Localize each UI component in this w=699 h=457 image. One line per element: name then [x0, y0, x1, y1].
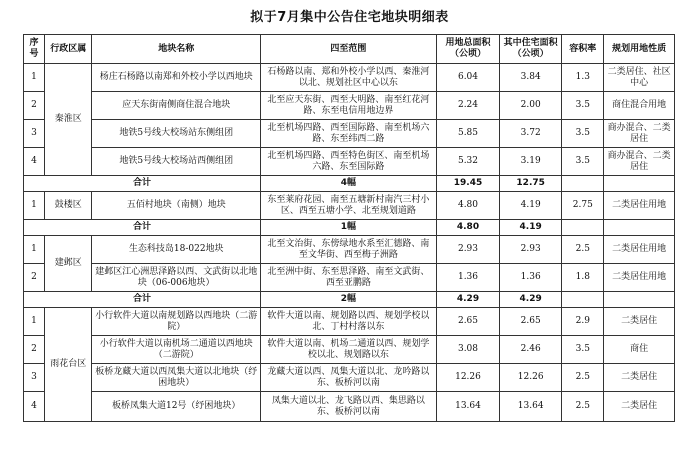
cell-no: 1	[24, 192, 45, 220]
cell-name: 五佰村地块（南侧）地块	[92, 192, 261, 220]
subtotal-count: 1幅	[260, 220, 436, 236]
table-row	[24, 148, 675, 176]
cell-far: 1.8	[562, 264, 604, 292]
cell-land-use: 商办混合、二类居住	[604, 120, 675, 148]
cell-residential-area: 12.26	[500, 364, 562, 392]
subtotal-total-area: 4.29	[436, 292, 499, 308]
cell-scope: 凤集大道以北、龙飞路以西、集思路以东、板桥河以南	[260, 392, 436, 422]
cell-no: 4	[24, 148, 45, 176]
cell-total-area: 5.85	[436, 120, 499, 148]
subtotal-empty	[604, 176, 675, 192]
subtotal-residential-area: 4.19	[500, 220, 562, 236]
header-total-area: 用地总面积（公顷）	[436, 35, 499, 64]
cell-total-area: 5.32	[436, 148, 499, 176]
cell-far: 2.75	[562, 192, 604, 220]
cell-far: 3.5	[562, 92, 604, 120]
cell-name: 生态科技岛18-022地块	[92, 236, 261, 264]
cell-residential-area: 3.84	[500, 64, 562, 92]
header-name: 地块名称	[92, 35, 261, 64]
subtotal-row	[24, 176, 675, 192]
subtotal-empty	[562, 220, 604, 236]
cell-residential-area: 3.72	[500, 120, 562, 148]
cell-name: 地铁5号线大校场站东侧组团	[92, 120, 261, 148]
header-residential-area: 其中住宅面积（公顷）	[500, 35, 562, 64]
subtotal-residential-area: 12.75	[500, 176, 562, 192]
cell-residential-area: 13.64	[500, 392, 562, 422]
cell-no: 1	[24, 308, 45, 336]
cell-scope: 龙藏大道以西、凤集大道以北、龙吟路以东、板桥河以南	[260, 364, 436, 392]
cell-land-use: 二类居住	[604, 308, 675, 336]
cell-scope: 软件大道以南、规划路以西、规划学校以北、丁村村落以东	[260, 308, 436, 336]
table-row	[24, 120, 675, 148]
cell-scope: 北至机场四路、西至特色街区、南至机场六路、东至国际路	[260, 148, 436, 176]
subtotal-empty	[562, 292, 604, 308]
subtotal-row	[24, 292, 675, 308]
cell-total-area: 6.04	[436, 64, 499, 92]
cell-total-area: 3.08	[436, 336, 499, 364]
table-row	[24, 192, 675, 220]
cell-total-area: 4.80	[436, 192, 499, 220]
cell-residential-area: 3.19	[500, 148, 562, 176]
cell-no: 2	[24, 336, 45, 364]
page-title: 拟于7月集中公告住宅地块明细表	[250, 10, 449, 25]
table-row	[24, 308, 675, 336]
cell-residential-area: 2.65	[500, 308, 562, 336]
header-no: 序号	[24, 35, 45, 64]
table-row	[24, 92, 675, 120]
cell-scope: 北至文治街、东傍绿地水系至汇德路、南至文华街、西至梅子洲路	[260, 236, 436, 264]
cell-far: 2.5	[562, 364, 604, 392]
cell-total-area: 13.64	[436, 392, 499, 422]
table-row	[24, 236, 675, 264]
subtotal-empty	[562, 176, 604, 192]
subtotal-count: 2幅	[260, 292, 436, 308]
cell-far: 3.5	[562, 148, 604, 176]
cell-total-area: 1.36	[436, 264, 499, 292]
cell-total-area: 2.65	[436, 308, 499, 336]
subtotal-label: 合计	[24, 220, 261, 236]
subtotal-label: 合计	[24, 292, 261, 308]
cell-land-use: 二类居住用地	[604, 236, 675, 264]
cell-residential-area: 2.93	[500, 236, 562, 264]
cell-no: 3	[24, 120, 45, 148]
subtotal-empty	[604, 220, 675, 236]
subtotal-empty	[604, 292, 675, 308]
cell-district: 秦淮区	[45, 64, 92, 176]
cell-land-use: 商住	[604, 336, 675, 364]
cell-residential-area: 2.00	[500, 92, 562, 120]
land-parcel-table	[23, 34, 675, 422]
cell-land-use: 二类居住、社区中心	[604, 64, 675, 92]
cell-land-use: 二类居住	[604, 392, 675, 422]
cell-land-use: 商办混合、二类居住	[604, 148, 675, 176]
table-row	[24, 264, 675, 292]
cell-scope: 软件大道以南、机场二通道以西、规划学校以北、规划路以东	[260, 336, 436, 364]
cell-no: 2	[24, 264, 45, 292]
cell-no: 3	[24, 364, 45, 392]
subtotal-label: 合计	[24, 176, 261, 192]
header-district: 行政区属	[45, 35, 92, 64]
cell-far: 1.3	[562, 64, 604, 92]
cell-far: 2.5	[562, 236, 604, 264]
cell-land-use: 二类居住用地	[604, 264, 675, 292]
cell-scope: 东至莱府花园、南至五塘新村南汽三村小区、西至五塘小学、北至规划道路	[260, 192, 436, 220]
cell-total-area: 2.24	[436, 92, 499, 120]
cell-far: 2.5	[562, 392, 604, 422]
cell-name: 地铁5号线大校场站西侧组团	[92, 148, 261, 176]
table-row	[24, 64, 675, 92]
cell-no: 2	[24, 92, 45, 120]
cell-total-area: 12.26	[436, 364, 499, 392]
cell-district: 雨花台区	[45, 308, 92, 422]
cell-no: 1	[24, 236, 45, 264]
cell-name: 板桥龙藏大道以西凤集大道以北地块（纾困地块）	[92, 364, 261, 392]
cell-name: 应天东街南侧商住混合地块	[92, 92, 261, 120]
header-land-use: 规划用地性质	[604, 35, 675, 64]
cell-far: 2.9	[562, 308, 604, 336]
cell-district: 建邺区	[45, 236, 92, 292]
cell-scope: 北至机场四路、西至国际路、南至机场六路、东至纬西二路	[260, 120, 436, 148]
cell-land-use: 商住混合用地	[604, 92, 675, 120]
subtotal-total-area: 4.80	[436, 220, 499, 236]
cell-residential-area: 4.19	[500, 192, 562, 220]
cell-name: 小行软件大道以南规划路以西地块（二游院）	[92, 308, 261, 336]
cell-no: 4	[24, 392, 45, 422]
cell-scope: 北至应天东街、西至大明路、南至红花河路、东至电信用地边界	[260, 92, 436, 120]
cell-residential-area: 2.46	[500, 336, 562, 364]
cell-name: 小行软件大道以南机场二通道以西地块（二游院）	[92, 336, 261, 364]
table-header-row	[24, 35, 675, 64]
cell-scope: 北至洲中街、东至思泽路、南至文武街、西至亚鹏路	[260, 264, 436, 292]
cell-name: 杨庄石杨路以南郑和外校小学以西地块	[92, 64, 261, 92]
cell-name: 建邺区江心洲思泽路以西、文武街以北地块（06-006地块）	[92, 264, 261, 292]
subtotal-total-area: 19.45	[436, 176, 499, 192]
cell-district: 鼓楼区	[45, 192, 92, 220]
cell-no: 1	[24, 64, 45, 92]
cell-far: 3.5	[562, 336, 604, 364]
cell-scope: 石杨路以南、郑和外校小学以西、秦淮河以北、规划社区中心以东	[260, 64, 436, 92]
cell-far: 3.5	[562, 120, 604, 148]
header-far: 容积率	[562, 35, 604, 64]
cell-land-use: 二类居住用地	[604, 192, 675, 220]
subtotal-row	[24, 220, 675, 236]
table-row	[24, 364, 675, 392]
cell-land-use: 二类居住	[604, 364, 675, 392]
cell-name: 板桥凤集大道12号（纾困地块）	[92, 392, 261, 422]
subtotal-residential-area: 4.29	[500, 292, 562, 308]
table-row	[24, 336, 675, 364]
header-scope: 四至范围	[260, 35, 436, 64]
table-row	[24, 392, 675, 422]
cell-residential-area: 1.36	[500, 264, 562, 292]
cell-total-area: 2.93	[436, 236, 499, 264]
subtotal-count: 4幅	[260, 176, 436, 192]
